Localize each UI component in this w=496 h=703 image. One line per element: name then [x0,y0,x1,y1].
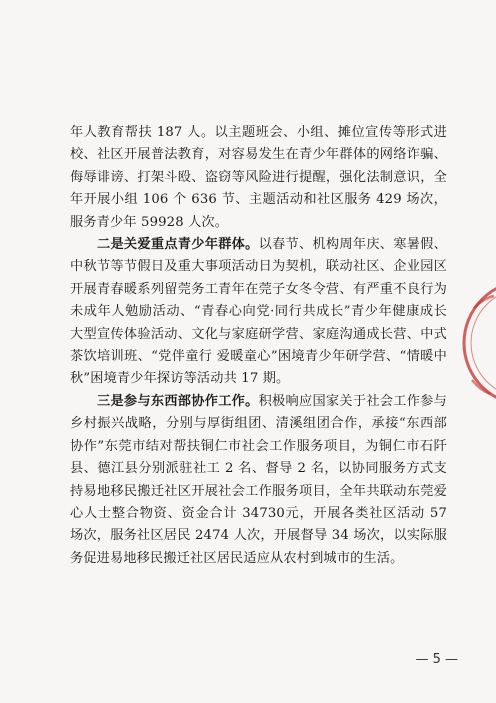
official-seal-fragment [454,268,496,418]
paragraph-3-body: 积极响应国家关于社会工作参与乡村振兴战略，分别与厚街组团、清溪组团合作，承接“东西部协作”东莞市结对帮扶铜仁市社会工作服务项目，为铜仁市石阡县、德江县分别派驻社工 2 名、督导 2 名，以协同服务方式支持易地移民搬迁社区开展社会工作服务项目，全年共联动东莞爱心人士整合物资、资金合计 34730元，开展各类社区活动 57 场次，服务社区居民 2474 人次，开展督导 34 场次，以实际服务促进易地移民搬迁社区居民适应从农村到城市的生活。 [70,393,447,566]
paragraph-2-body: 以春节、机构周年庆、寒暑假、中秋节等节假日及重大事项活动日为契机，联动社区、企业园区开展青春暖系列留莞务工青年在莞子女冬令营、有严重不良行为未成年人勉励活动、“青春心向党·同行共成长”青少年健康成长大型宣传体验活动、文化与家庭研学营、家庭沟通成长营、中式茶饮培训班、“党伴童行 爱暖童心”困境青少年研学营、“情暖中秋”困境青少年探访等活动共 17 期。 [70,237,447,387]
document-body [70,122,447,570]
paragraph-3-heading: 三是参与东西部协作工作。 [97,393,259,409]
paragraph-2 [70,234,447,391]
paragraph-3 [70,391,447,570]
paragraph-1: 年人教育帮扶 187 人。以主题班会、小组、摊位宣传等形式进校、社区开展普法教育，对容易发生在青少年群体的网络诈骗、侮辱诽谤、打架斗殴、盗窃等风险进行提醒，强化法制意识，全年开展小组 106 个 636 节、主题活动和社区服务 429 场次，服务青少年 59928 人次。 [70,125,447,230]
seal-icon [454,268,496,418]
page-number: — 5 — [415,652,458,667]
paragraph-2-heading: 二是关爱重点青少年群体。 [97,237,259,253]
